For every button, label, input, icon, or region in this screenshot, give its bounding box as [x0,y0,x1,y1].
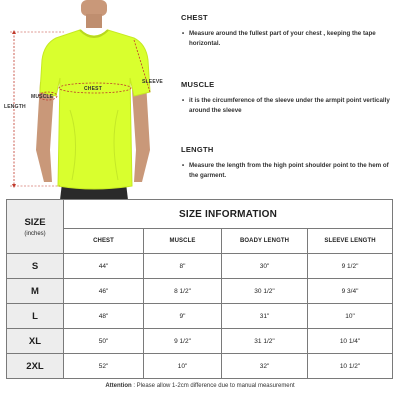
chest-cell: 44" [64,254,144,279]
attention-text: : Please allow 1-2cm difference due to manual measurement [133,383,295,389]
muscle-cell: 8 1/2" [144,279,222,304]
table-row [7,304,393,329]
chest-cell: 46" [64,279,144,304]
length-figure-label: LENGTH [4,104,26,110]
model-image [0,0,175,200]
sleeve-figure-label: SLEEVE [142,79,163,85]
size-column-header [7,200,64,254]
body-length-cell: 32" [222,354,308,379]
size-table [6,199,393,379]
sleeve-length-cell: 10 1/2" [308,354,393,379]
bullet-icon: • [182,31,185,37]
body-length-cell: 30" [222,254,308,279]
size-cell: M [7,279,64,304]
muscle-cell: 8" [144,254,222,279]
body-length-cell: 31 1/2" [222,329,308,354]
model-illustration [0,0,175,200]
column-header-row [7,229,393,254]
chest-cell: 48" [64,304,144,329]
column-header-body-length: BOADY LENGTH [222,229,308,254]
table-title-row [7,200,393,229]
length-text: Measure the length from the high point shoulder point to the hem of the garment. [189,162,389,179]
sleeve-length-cell: 9 1/2" [308,254,393,279]
table-row [7,329,393,354]
chest-description [181,13,396,49]
muscle-cell: 9" [144,304,222,329]
sleeve-length-cell: 9 3/4" [308,279,393,304]
size-header-label: SIZE [24,216,46,228]
table-row [7,254,393,279]
size-cell: XL [7,329,64,354]
attention-note [0,383,400,389]
length-description [181,145,396,181]
length-title: LENGTH [181,145,214,154]
length-text-block [181,161,396,181]
column-header-muscle: MUSCLE [144,229,222,254]
size-cell: 2XL [7,354,64,379]
muscle-title: MUSCLE [181,80,215,89]
muscle-figure-label: MUSCLE [31,94,54,100]
table-title: SIZE INFORMATION [64,200,393,229]
chest-cell: 50" [64,329,144,354]
bullet-icon: • [182,98,185,104]
body-length-cell: 30 1/2" [222,279,308,304]
column-header-chest: CHEST [64,229,144,254]
size-cell: L [7,304,64,329]
sleeve-length-cell: 10 1/4" [308,329,393,354]
size-cell: S [7,254,64,279]
attention-label: Attention [105,383,132,389]
muscle-cell: 10" [144,354,222,379]
column-header-sleeve-length: SLEEVE LENGTH [308,229,393,254]
size-unit-label: (inches) [24,230,46,237]
muscle-cell: 9 1/2" [144,329,222,354]
bullet-icon: • [182,163,185,169]
muscle-text-block [181,96,396,116]
chest-text-block [181,29,396,49]
table-row [7,279,393,304]
table-row [7,354,393,379]
body-length-cell: 31" [222,304,308,329]
chest-figure-label: CHEST [84,86,102,92]
muscle-description [181,80,396,116]
muscle-text: it is the circumference of the sleeve under the armpit point vertically around the sleeve [189,97,390,114]
chest-text: Measure around the fullest part of your chest , keeping the tape horizontal. [189,30,376,47]
sleeve-length-cell: 10" [308,304,393,329]
chest-title: CHEST [181,13,208,22]
chest-cell: 52" [64,354,144,379]
